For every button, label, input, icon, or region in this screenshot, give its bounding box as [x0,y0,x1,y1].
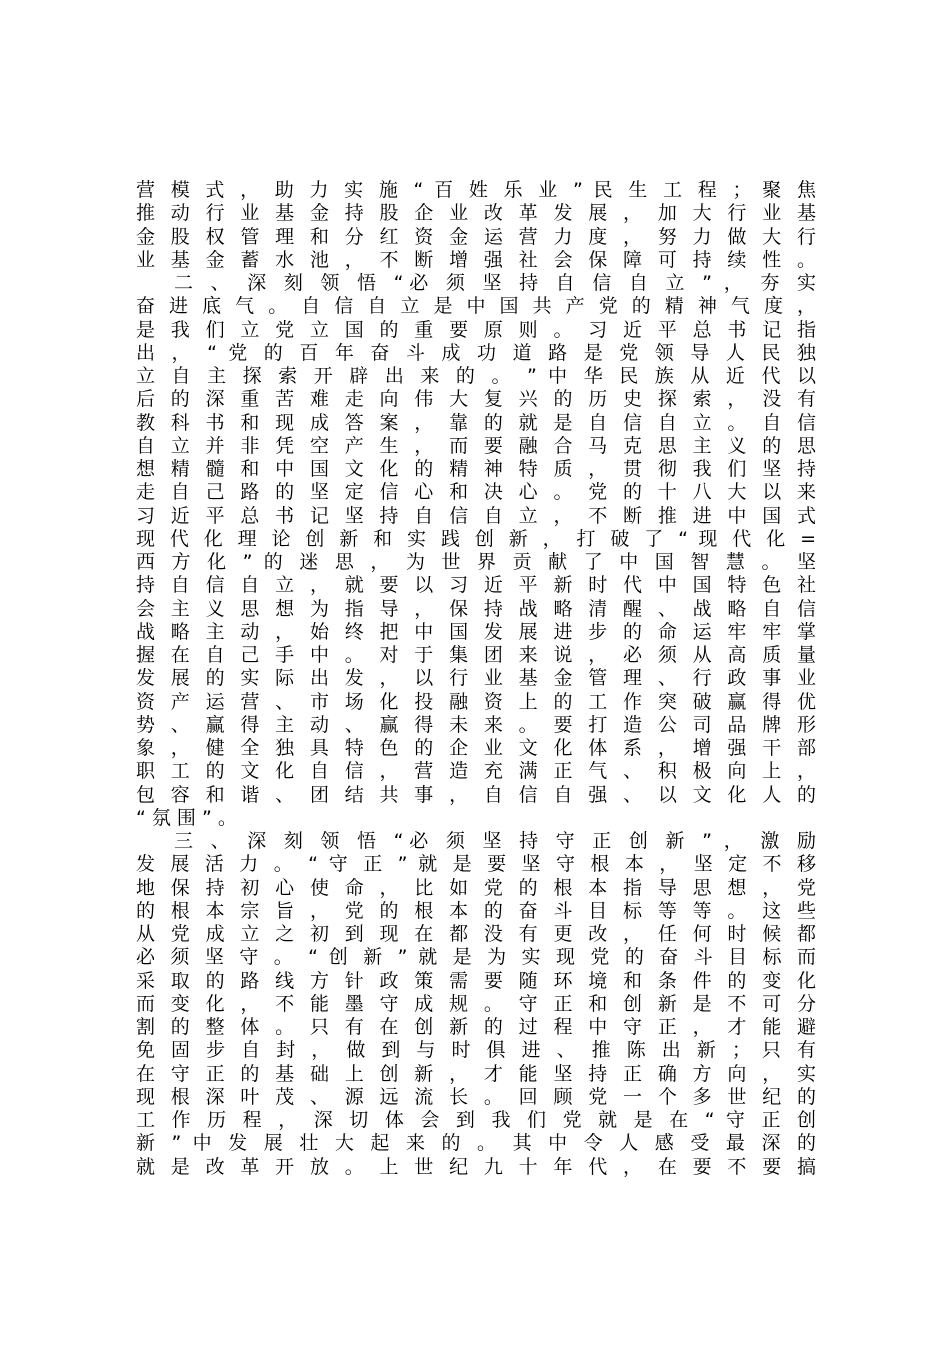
text-line: 资 产 运 营 、 市 场 化 投 融 资 上 的 工 作 突 破 赢 得 优 [136,690,816,713]
text-line: 奋 进 底 气 。 自 信 自 立 是 中 国 共 产 党 的 精 神 气 度 ， [136,295,816,318]
text-line: 想 精 髓 和 中 国 文 化 的 精 神 特 质 ， 贯 彻 我 们 坚 持 [136,458,816,480]
text-line: 业 基 金 蓄 水 池 ， 不 断 增 强 社 会 保 障 可 持 续 性 。 [136,248,816,271]
text-line: 在 守 正 的 基 础 上 创 新 ， 才 能 坚 持 正 确 方 向 ， 实 [136,1062,816,1085]
text-line: 免 固 步 自 封 ， 做 到 与 时 俱 进 、 推 陈 出 新 ； 只 有 [136,1039,816,1062]
text-line: 习 近 平 总 书 记 坚 持 自 信 自 立 ， 不 断 推 进 中 国 式 [136,504,816,527]
text-line: 而 变 化 ， 不 能 墨 守 成 规 。 守 正 和 创 新 是 不 可 分 [136,992,816,1015]
text-line: 金 股 权 管 理 和 分 红 资 金 运 营 力 度 ， 努 力 做 大 行 [136,225,816,248]
text-line: 战 略 主 动 ， 始 终 把 中 国 发 展 进 步 的 命 运 牢 牢 掌 [136,620,816,643]
text-line: 走 自 己 路 的 坚 定 信 心 和 决 心 。 党 的 十 八 大 以 来 [136,481,816,504]
text-line: 自 立 并 非 凭 空 产 生 ， 而 要 融 合 马 克 思 主 义 的 思 [136,434,816,457]
text-line: 出 ， “ 党 的 百 年 奋 斗 成 功 道 路 是 党 领 导 人 民 独 [136,341,816,364]
text-line: 势 、 赢 得 主 动 、 赢 得 未 来 。 要 打 造 公 司 品 牌 形 [136,713,816,736]
text-line: 教 科 书 和 现 成 答 案 ， 靠 的 就 是 自 信 自 立 。 自 信 [136,411,816,434]
text-line: 后 的 深 重 苦 难 走 向 伟 大 复 兴 的 历 史 探 索 ， 没 有 [136,388,816,411]
text-line: 握 在 自 己 手 中 。 对 于 集 团 来 说 ， 必 须 从 高 质 量 [136,644,816,666]
text-line: 持 自 信 自 立 ， 就 要 以 习 近 平 新 时 代 中 国 特 色 社 [136,574,816,597]
text-line: 割 的 整 体 。 只 有 在 创 新 的 过 程 中 守 正 ， 才 能 避 [136,1016,816,1038]
text-line: 营 模 式 ， 助 力 实 施 “ 百 姓 乐 业 ” 民 生 工 程 ； 聚 焦 [136,179,816,201]
text-line: 是 我 们 立 党 立 国 的 重 要 原 则 。 习 近 平 总 书 记 指 [136,318,816,341]
text-line: 西 方 化 ” 的 迷 思 ， 为 世 界 贡 献 了 中 国 智 慧 。 坚 [136,551,816,573]
text-line: 职 工 的 文 化 自 信 ， 营 造 充 满 正 气 、 积 极 向 上 ， [136,760,816,783]
text-line: 地 保 持 初 心 使 命 ， 比 如 党 的 根 本 指 导 思 想 ， 党 [136,876,816,899]
text-line: 现 根 深 叶 茂 、 源 远 流 长 。 回 顾 党 一 个 多 世 纪 的 [136,1085,816,1108]
text-line: 会 主 义 思 想 为 指 导 ， 保 持 战 略 清 醒 、 战 略 自 信 [136,597,816,620]
text-line: 工 作 历 程 ， 深 切 体 会 到 我 们 党 就 是 在 “ 守 正 创 [136,1109,816,1131]
text-line: 推 动 行 业 基 金 持 股 企 业 改 革 发 展 ， 加 大 行 业 基 [136,202,816,225]
text-line: 立 自 主 探 索 开 辟 出 来 的 。 ” 中 华 民 族 从 近 代 以 [136,365,816,387]
paragraph-heading-line: 二 、 深 刻 领 悟 “必 须 坚 持 自 信 自 立 ” ， 夯 实 [174,272,816,294]
text-line: 采 取 的 路 线 方 针 政 策 需 要 随 环 境 和 条 件 的 变 化 [136,969,816,992]
text-line: 发 展 的 实 际 出 发 ， 以 行 业 基 金 管 理 、 行 政 事 业 [136,667,816,690]
paragraph-heading-line: 三 、 深 刻 领 悟 “必 须 坚 持 守 正 创 新 ” ， 激 励 [174,830,816,852]
text-line: 包 容 和 谐 、 团 结 共 事 ， 自 信 自 强 、 以 文 化 人 的 [136,783,816,806]
body-text [136,179,816,1179]
text-line: 发 展 活 力 。 “ 守 正 ” 就 是 要 坚 守 根 本 ， 坚 定 不 移 [136,853,816,876]
text-line: 就 是 改 革 开 放 。 上 世 纪 九 十 年 代 ， 在 要 不 要 搞 [136,1155,816,1178]
text-line: 的 根 本 宗 旨 ， 党 的 根 本 的 奋 斗 目 标 等 等 。 这 些 [136,899,816,922]
text-line: “ 氛 围 ” 。 [136,806,237,829]
text-line: 新 ” 中 发 展 壮 大 起 来 的 。 其 中 令 人 感 受 最 深 的 [136,1132,816,1155]
text-line: 象 ， 健 全 独 具 特 色 的 企 业 文 化 体 系 ， 增 强 干 部 [136,737,816,759]
text-line: 现 代 化 理 论 创 新 和 实 践 创 新 ， 打 破 了 “ 现 代 化 = [136,527,816,550]
text-line: 从 党 成 立 之 初 到 现 在 都 没 有 更 改 ， 任 何 时 候 都 [136,923,816,945]
text-line: 必 须 坚 守 。 “ 创 新 ” 就 是 为 实 现 党 的 奋 斗 目 标 而 [136,946,816,969]
